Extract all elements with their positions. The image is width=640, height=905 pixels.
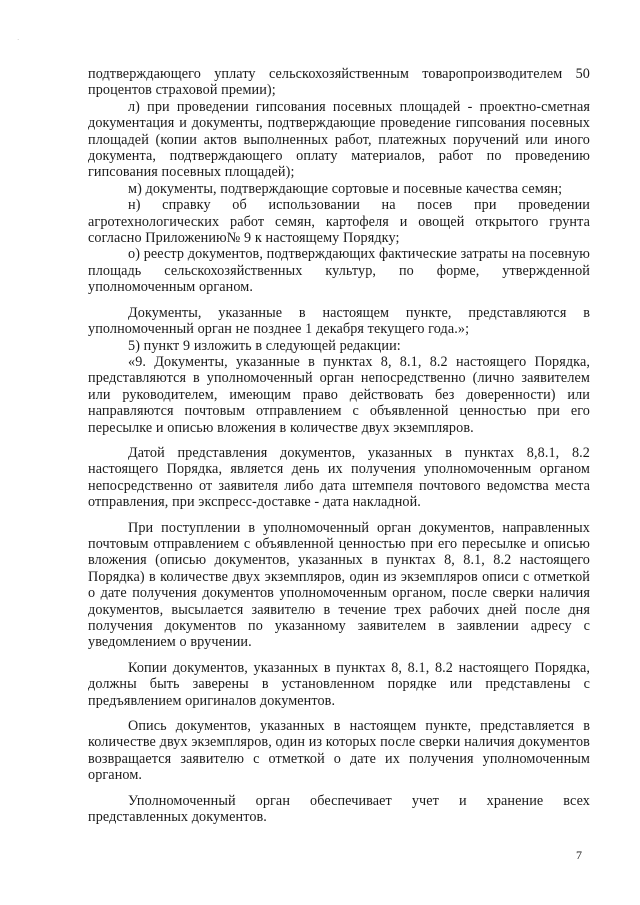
paragraph-postal-receipt: При поступлении в уполномоченный орган документов, направленных почтовым отправлением с объявленной ценностью при его пересылке и описью вложения (описью документов, указанных в пунктах 8, 8.1, 8.2 настоящего Порядка) в количестве двух экземпляров, один из экземпляров описи с отметкой о дате получения документов уполномоченным органом, после сверки наличия документов, высылается заявителю в течение трех рабочих дней после дня получения документов по указанному заявителем в заявлении адресу с уведомлением о вручении. bbox=[88, 519, 590, 651]
paragraph-amendment-5: 5) пункт 9 изложить в следующей редакции: bbox=[128, 337, 401, 354]
paragraph-item-l: л) при проведении гипсования посевных площадей - проектно-сметная документация и документы, подтверждающие проведение гипсования посевных площадей (копии актов выполненных работ, платежных поручений или иного документа, подтверждающего оплату материалов, работ по проведению гипсования посевных площадей); bbox=[88, 98, 590, 181]
margin-scan-mark: · bbox=[17, 36, 20, 44]
paragraph-storage: Уполномоченный орган обеспечивает учет и хранение всех представленных документов. bbox=[88, 792, 590, 826]
paragraph-copies: Копии документов, указанных в пунктах 8, 8.1, 8.2 настоящего Порядка, должны быть заверены в установленном порядке или представлены с предъявлением оригиналов документов. bbox=[88, 659, 590, 709]
paragraph-submission-date: Датой представления документов, указанных в пунктах 8,8.1, 8.2 настоящего Порядка, является день их получения уполномоченным органом непосредственно от заявителя либо дата штемпеля почтового ведомства места отправления, при экспресс-доставке - дата накладной. bbox=[88, 444, 590, 511]
paragraph-item-n: н) справку об использовании на посев при проведении агротехнологических работ семян, картофеля и овощей открытого грунта согласно Приложению№ 9 к настоящему Порядку; bbox=[88, 197, 590, 247]
page-number: 7 bbox=[576, 848, 582, 862]
paragraph-inventory: Опись документов, указанных в настоящем пункте, представляется в количестве двух экземпляров, один из которых после сверки наличия документов возвращается заявителю с отметкой о дате их получения уполномоченным органом. bbox=[88, 718, 590, 784]
document-body bbox=[88, 66, 590, 825]
paragraph-point-9: «9. Документы, указанные в пунктах 8, 8.1, 8.2 настоящего Порядка, представляются в уполномоченный орган непосредственно (лично заявителем или руководителем, имеющим право действовать без доверенности) или направляются почтовым отправлением с объявленной ценностью при его пересылке и описью вложения в количестве двух экземпляров. bbox=[88, 353, 590, 436]
paragraph-item-o: о) реестр документов, подтверждающих фактические затраты на посевную площадь сельскохозяйственных культур, по форме, утвержденной уполномоченным органом. bbox=[88, 246, 590, 296]
paragraph-deadline: Документы, указанные в настоящем пункте, представляются в уполномоченный орган не позднее 1 декабря текущего года.»; bbox=[88, 304, 590, 338]
paragraph-continuation: подтверждающего уплату сельскохозяйственным товаропроизводителем 50 процентов страховой премии); bbox=[88, 66, 590, 99]
paragraph-item-m: м) документы, подтверждающие сортовые и посевные качества семян; bbox=[128, 180, 563, 197]
